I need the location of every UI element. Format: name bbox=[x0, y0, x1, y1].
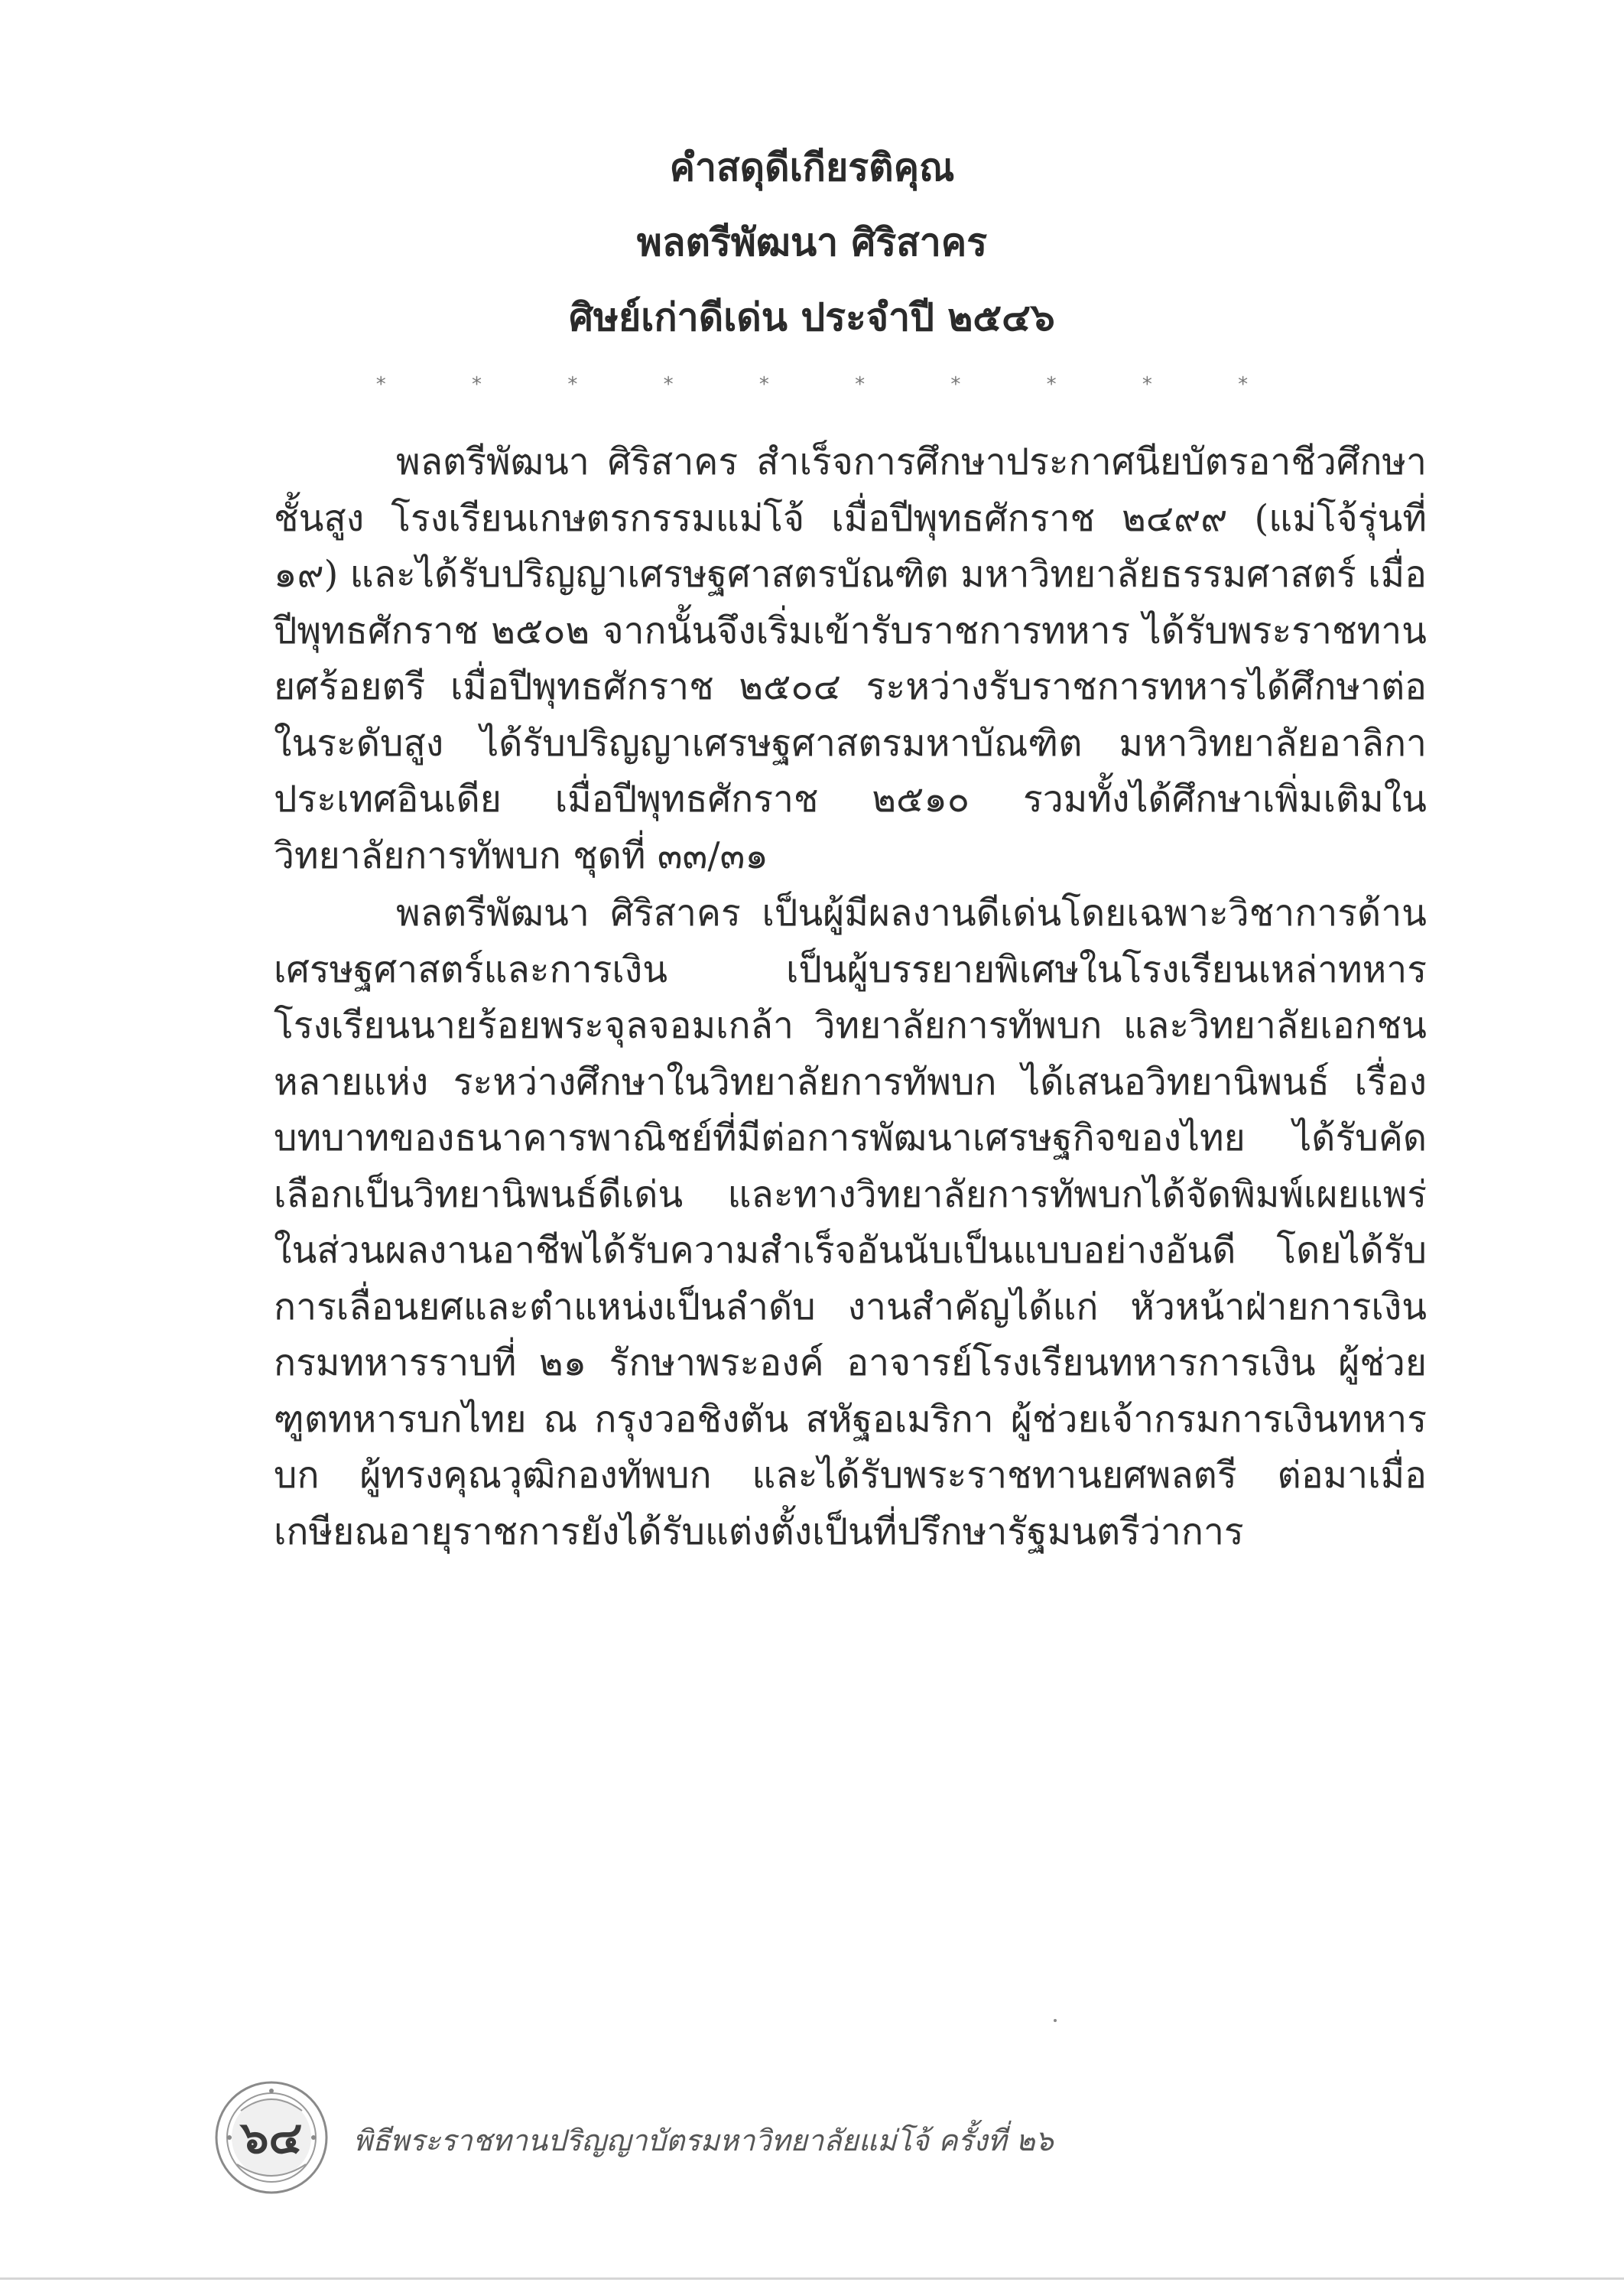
body-text bbox=[274, 434, 1427, 1560]
page-footer bbox=[214, 2080, 1514, 2195]
title-heading: คำสดุดีเกียรติคุณ bbox=[669, 145, 955, 190]
title-award: ศิษย์เก่าดีเด่น ประจำปี ๒๕๔๖ bbox=[569, 295, 1055, 340]
footer-ceremony-text: พิธีพระราชทานปริญญาบัตรมหาวิทยาลัยแม่โจ้ ครั้งที่ ๒๖ bbox=[353, 2124, 1054, 2157]
university-seal-icon bbox=[214, 2080, 329, 2195]
title-block bbox=[0, 130, 1624, 355]
scan-speck bbox=[1054, 2019, 1057, 2022]
title-person-name: พลตรีพัฒนา ศิริสาคร bbox=[636, 220, 988, 265]
page-number: ๖๔ bbox=[240, 2112, 303, 2164]
body-paragraph-1: พลตรีพัฒนา ศิริสาคร สำเร็จการศึกษาประกาศนียบัตรอาชีวศึกษาชั้นสูง โรงเรียนเกษตรกรรมแม่โจ้ เมื่อปีพุทธศักราช ๒๔๙๙ (แม่โจ้รุ่นที่ ๑๙) และได้รับปริญญาเศรษฐศาสตรบัณฑิต มหาวิทยาลัยธรรมศาสตร์ เมื่อปีพุทธศักราช ๒๕๐๒ จากนั้นจึงเริ่มเข้ารับราชการทหาร ได้รับพระราชทานยศร้อยตรี เมื่อปีพุทธศักราช ๒๕๐๔ ระหว่างรับราชการทหารได้ศึกษาต่อในระดับสูง ได้รับปริญญาเศรษฐศาสตรมหาบัณฑิต มหาวิทยาลัยอาลิกา ประเทศอินเดีย เมื่อปีพุทธศักราช ๒๕๑๐ รวมทั้งได้ศึกษาเพิ่มเติมในวิทยาลัยการทัพบก ชุดที่ ๓๓/๓๑ bbox=[274, 441, 1427, 877]
separator-stars: * * * * * * * * * * bbox=[375, 373, 1288, 396]
body-paragraph-2: พลตรีพัฒนา ศิริสาคร เป็นผู้มีผลงานดีเด่นโดยเฉพาะวิชาการด้านเศรษฐศาสตร์และการเงิน เป็นผู้บรรยายพิเศษในโรงเรียนเหล่าทหาร โรงเรียนนายร้อยพระจุลจอมเกล้า วิทยาลัยการทัพบก และวิทยาลัยเอกชนหลายแห่ง ระหว่างศึกษาในวิทยาลัยการทัพบก ได้เสนอวิทยานิพนธ์ เรื่อง บทบาทของธนาคารพาณิชย์ที่มีต่อการพัฒนาเศรษฐกิจของไทย ได้รับคัดเลือกเป็นวิทยานิพนธ์ดีเด่น และทางวิทยาลัยการทัพบกได้จัดพิมพ์เผยแพร่ ในส่วนผลงานอาชีพได้รับความสำเร็จอันนับเป็นแบบอย่างอันดี โดยได้รับการเลื่อนยศและตำแหน่งเป็นลำดับ งานสำคัญได้แก่ หัวหน้าฝ่ายการเงิน กรมทหารราบที่ ๒๑ รักษาพระองค์ อาจารย์โรงเรียนทหารการเงิน ผู้ช่วยฑูตทหารบกไทย ณ กรุงวอชิงตัน สหัฐอเมริกา ผู้ช่วยเจ้ากรมการเงินทหารบก ผู้ทรงคุณวุฒิกองทัพบก และได้รับพระราชทานยศพลตรี ต่อมาเมื่อเกษียณอายุราชการยังได้รับแต่งตั้งเป็นที่ปรึกษารัฐมนตรีว่าการ bbox=[274, 892, 1427, 1553]
page-bottom-edge bbox=[0, 2277, 1624, 2280]
